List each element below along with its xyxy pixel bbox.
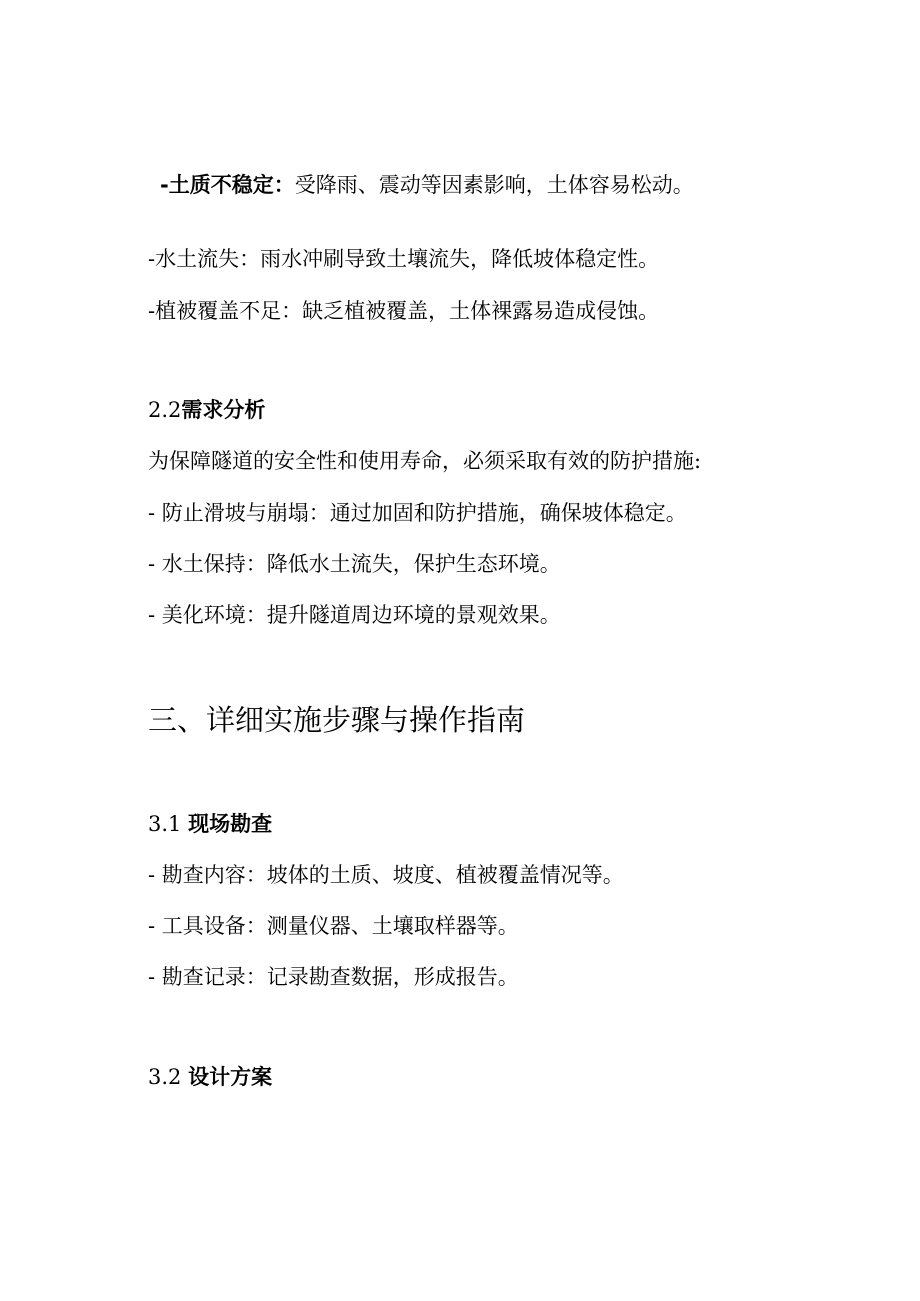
risk-item-text: 受降雨、震动等因素影响，土体容易松动。: [294, 173, 694, 197]
subsection-number: 2.2: [148, 398, 182, 422]
subsection-heading-3-1: [148, 809, 272, 839]
risk-item-vegetation: -植被覆盖不足：缺乏植被覆盖，土体裸露易造成侵蚀。: [148, 299, 660, 323]
subsection-number: 3.1: [148, 812, 182, 836]
risk-item-soil-erosion: -水土流失：雨水冲刷导致土壤流失，降低坡体稳定性。: [148, 247, 660, 271]
risk-item-soil-instability: [160, 170, 694, 200]
risk-item-term: 土质不稳定：: [168, 173, 295, 197]
requirement-item: - 水土保持：降低水土流失，保护生态环境。: [148, 552, 561, 576]
survey-item: - 工具设备：测量仪器、土壤取样器等。: [148, 914, 519, 938]
subsection-heading-2-2: [148, 395, 265, 425]
requirement-item: - 美化环境：提升隧道周边环境的景观效果。: [148, 603, 561, 627]
subsection-heading-3-2: [148, 1062, 272, 1092]
subsection-title: 需求分析: [181, 398, 266, 422]
survey-item: - 勘查记录：记录勘查数据，形成报告。: [148, 965, 519, 989]
subsection-number: 3.2: [148, 1065, 182, 1089]
survey-item: - 勘查内容：坡体的土质、坡度、植被覆盖情况等。: [148, 863, 624, 887]
requirement-intro: 为保障隧道的安全性和使用寿命，必须采取有效的防护措施:: [148, 449, 702, 473]
requirement-item: - 防止滑坡与崩塌：通过加固和防护措施，确保坡体稳定。: [148, 501, 687, 525]
section-heading-3: 三、详细实施步骤与操作指南: [148, 703, 526, 737]
risk-item-prefix: -: [160, 173, 169, 197]
subsection-title: 现场勘查: [188, 812, 273, 836]
subsection-title: 设计方案: [188, 1065, 273, 1089]
